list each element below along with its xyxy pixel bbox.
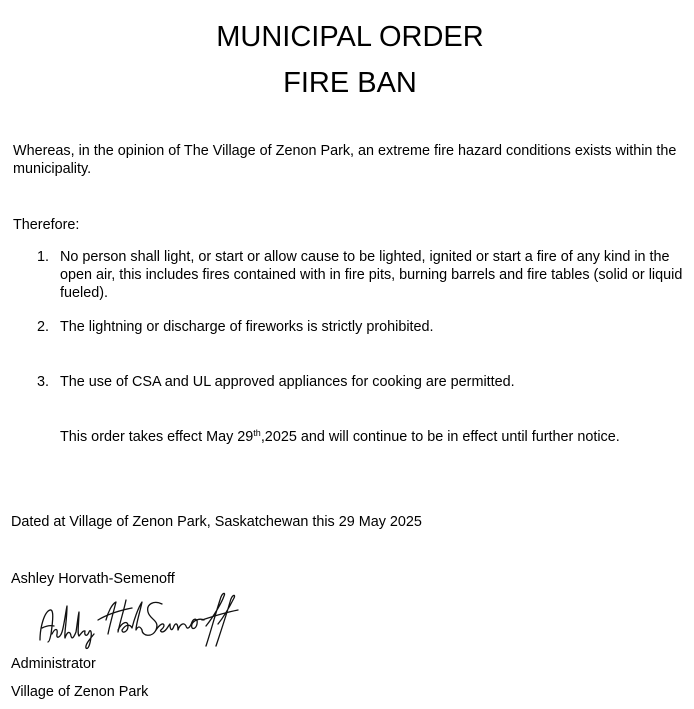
item-text-2: The lightning or discharge of fireworks is strictly prohibited. (60, 319, 434, 335)
document-title: MUNICIPAL ORDER (216, 21, 484, 53)
signature-text: Ashley Horvath-Semenoff (34, 650, 46, 651)
item-text-3: The use of CSA and UL approved appliances for cooking are permitted. (60, 374, 515, 390)
item-text-1: No person shall light, or start or allow cause to be lighted, ignited or start a fire of any kind in the open air, this includes fires contained with in fire pits, burning barrels and fire tables (solid or liquid fueled). (60, 249, 683, 301)
effective-ordinal-suffix: th (253, 428, 261, 438)
dated-line: Dated at Village of Zenon Park, Saskatchewan this 29 May 2025 (11, 514, 422, 530)
therefore-label: Therefore: (13, 217, 80, 233)
signatory-name: Ashley Horvath-Semenoff (11, 571, 175, 587)
whereas-paragraph: Whereas, in the opinion of The Village of Zenon Park, an extreme fire hazard conditions exists within the municipality. (13, 143, 677, 177)
item-number-2: 2. (37, 319, 50, 335)
effective-date-paragraph (60, 428, 688, 446)
handwritten-signature (34, 590, 244, 652)
signatory-organization: Village of Zenon Park (11, 684, 149, 700)
document-subtitle: FIRE BAN (283, 67, 417, 99)
item-number-3: 3. (37, 374, 50, 390)
signatory-role: Administrator (11, 656, 96, 672)
effective-text-end: ,2025 and will continue to be in effect until further notice. (260, 429, 620, 445)
item-number-1: 1. (37, 249, 50, 265)
effective-text-start: This order takes effect May 29 (60, 429, 254, 445)
